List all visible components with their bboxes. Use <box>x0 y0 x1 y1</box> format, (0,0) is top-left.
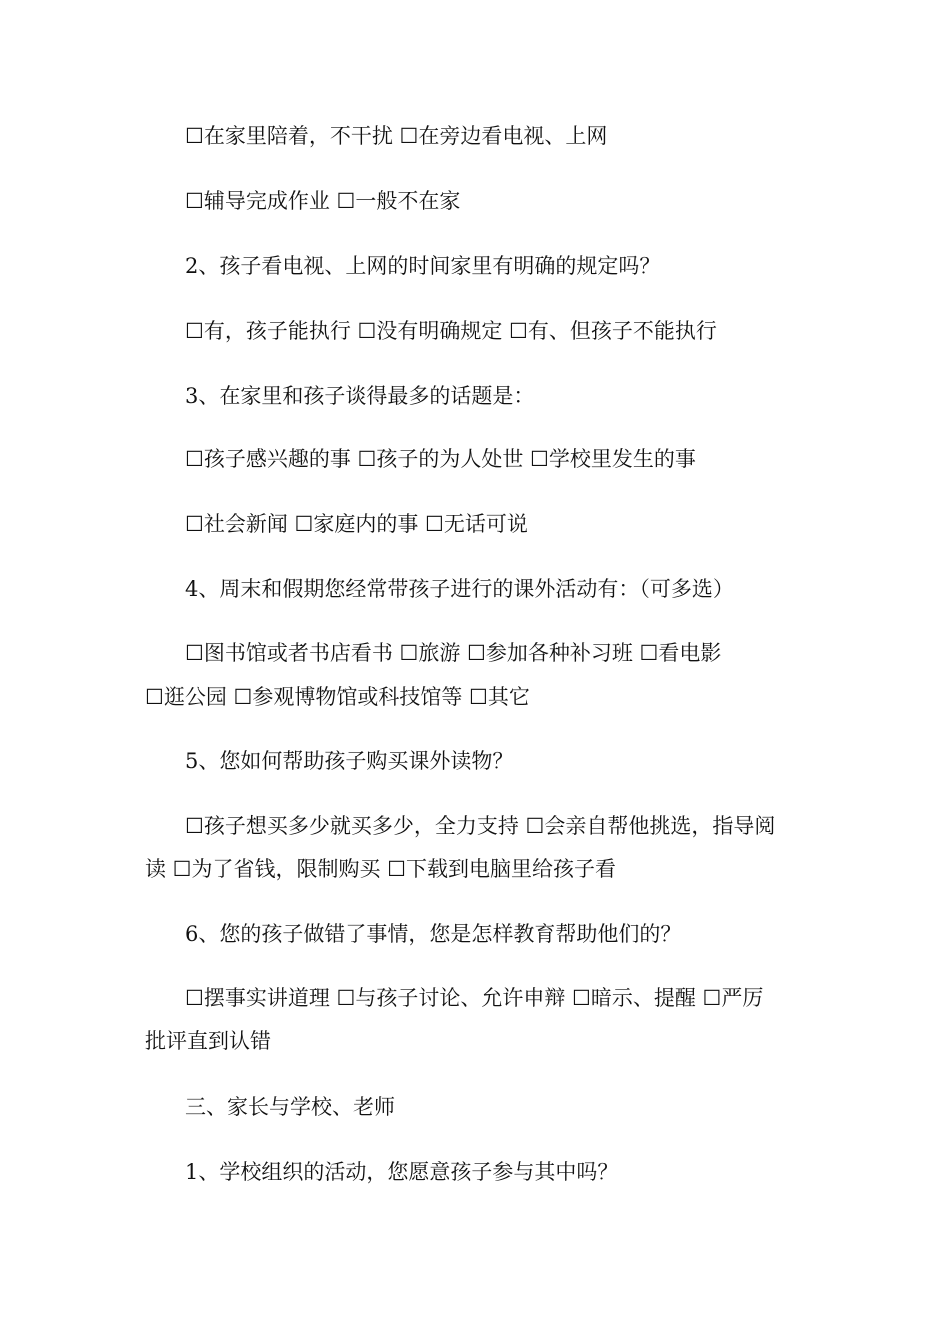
question-1-options-row-1: ☐在家里陪着，不干扰 ☐在旁边看电视、上网 <box>185 124 608 148</box>
question-2-text: 2、孩子看电视、上网的时间家里有明确的规定吗？ <box>185 254 661 278</box>
question-1-options-row-2: ☐辅导完成作业 ☐一般不在家 <box>185 189 461 213</box>
question-4-options-row-2: ☐逛公园 ☐参观博物馆或科技馆等 ☐其它 <box>145 685 530 709</box>
question-5-text: 5、您如何帮助孩子购买课外读物？ <box>185 749 514 773</box>
question-2-options: ☐有，孩子能执行 ☐没有明确规定 ☐有、但孩子不能执行 <box>185 319 717 343</box>
question-3-text: 3、在家里和孩子谈得最多的话题是： <box>185 384 535 408</box>
question-5-options-row-2: 读 ☐为了省钱，限制购买 ☐下载到电脑里给孩子看 <box>145 857 617 881</box>
section-3-question-1-text: 1、学校组织的活动，您愿意孩子参与其中吗？ <box>185 1160 619 1184</box>
question-3-options-row-2: ☐社会新闻 ☐家庭内的事 ☐无话可说 <box>185 512 528 536</box>
question-6-options-row-1: ☐摆事实讲道理 ☐与孩子讨论、允许申辩 ☐暗示、提醒 ☐严厉 <box>185 986 764 1010</box>
section-3-heading: 三、家长与学校、老师 <box>185 1095 395 1119</box>
question-6-options-row-2: 批评直到认错 <box>145 1029 271 1053</box>
question-6-text: 6、您的孩子做错了事情，您是怎样教育帮助他们的？ <box>185 922 682 946</box>
question-5-options-row-1: ☐孩子想买多少就买多少，全力支持 ☐会亲自帮他挑选，指导阅 <box>185 814 776 838</box>
question-4-text: 4、周末和假期您经常带孩子进行的课外活动有：（可多选） <box>185 577 734 601</box>
question-4-options-row-1: ☐图书馆或者书店看书 ☐旅游 ☐参加各种补习班 ☐看电影 <box>185 641 722 665</box>
question-3-options-row-1: ☐孩子感兴趣的事 ☐孩子的为人处世 ☐学校里发生的事 <box>185 447 696 471</box>
